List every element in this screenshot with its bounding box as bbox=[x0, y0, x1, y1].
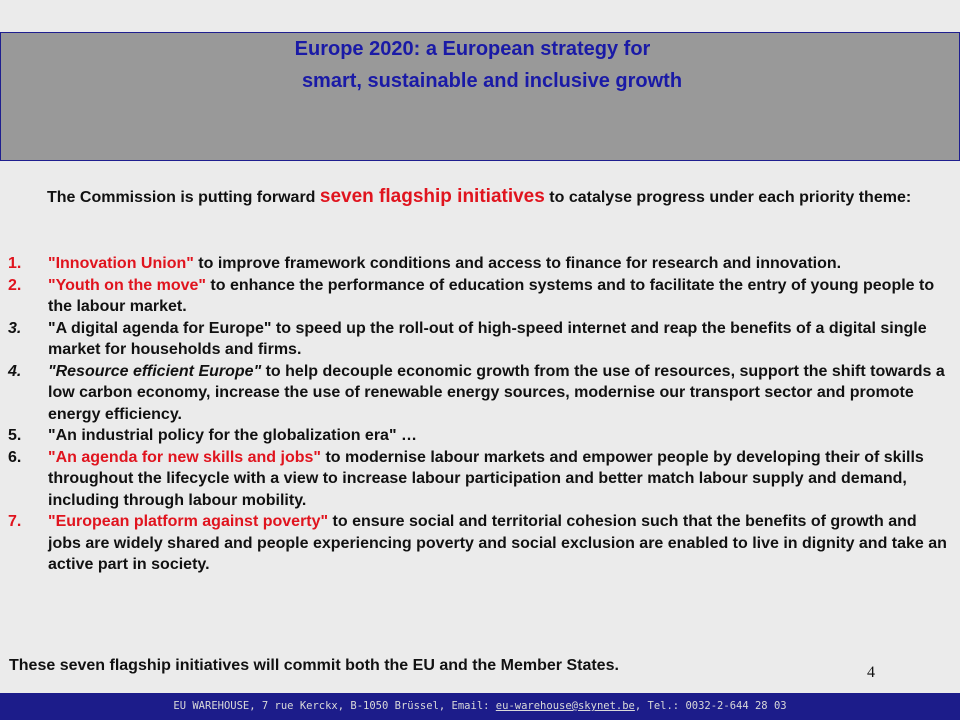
item-name: "An agenda for new skills and jobs" bbox=[48, 448, 321, 466]
closing-statement: These seven flagship initiatives will commit both the EU and the Member States. bbox=[9, 657, 619, 674]
intro-paragraph bbox=[47, 186, 947, 208]
item-number: 1. bbox=[8, 255, 22, 272]
list-item bbox=[8, 361, 953, 426]
item-name: "European platform against poverty" bbox=[48, 513, 329, 530]
item-number: 2. bbox=[8, 276, 22, 294]
list-item bbox=[8, 318, 953, 361]
list-item bbox=[8, 253, 953, 275]
item-number: 7. bbox=[8, 513, 22, 530]
initiatives-list bbox=[8, 253, 953, 576]
intro-after: to catalyse progress under each priority theme: bbox=[544, 189, 912, 206]
footer-address: EU WAREHOUSE, 7 rue Kerckx, B-1050 Brüssel, Email: bbox=[173, 700, 496, 712]
footer-email-link[interactable]: eu-warehouse@skynet.be bbox=[495, 700, 635, 712]
item-number: 6. bbox=[8, 448, 22, 466]
item-name: "A digital agenda for Europe" bbox=[48, 319, 272, 337]
list-item bbox=[8, 511, 953, 576]
title-line-2: smart, sustainable and inclusive growth bbox=[301, 70, 683, 92]
item-text: to modernise labour markets and empower people by developing their of skills throughout the lifecycle with a view to increase labour participation and better match labour supply and demand, including through labour mobility. bbox=[48, 448, 924, 509]
intro-highlight: seven flagship initiatives bbox=[319, 186, 545, 207]
item-text: to speed up the roll-out of high-speed internet and reap the benefits of a digital single market for households and firms. bbox=[48, 319, 927, 358]
page-number: 4 bbox=[867, 664, 875, 681]
slide-title bbox=[0, 33, 960, 97]
item-text: to improve framework conditions and access to finance for research and innovation. bbox=[193, 255, 842, 272]
item-number: 3. bbox=[8, 319, 22, 337]
list-item bbox=[8, 447, 953, 512]
item-text: to enhance the performance of education systems and to facilitate the entry of young people to the labour market. bbox=[48, 276, 935, 315]
footer-bar bbox=[0, 693, 960, 720]
top-strip bbox=[0, 0, 960, 32]
item-name: "Resource efficient Europe" bbox=[48, 362, 262, 380]
list-item bbox=[8, 275, 953, 318]
intro-before: The Commission is putting forward bbox=[47, 189, 320, 206]
item-name: "Innovation Union" bbox=[48, 255, 194, 272]
list-item bbox=[8, 425, 953, 447]
item-text: to ensure social and territorial cohesion such that the benefits of growth and jobs are widely shared and people experiencing poverty and social exclusion are enabled to live in dignity and take an active part in society. bbox=[48, 513, 947, 573]
item-number: 5. bbox=[8, 427, 22, 444]
title-line-1: Europe 2020: a European strategy for bbox=[294, 38, 651, 60]
item-name: "Youth on the move" bbox=[48, 276, 206, 294]
item-text: … bbox=[396, 427, 417, 444]
footer-phone: , Tel.: 0032-2-644 28 03 bbox=[634, 700, 787, 712]
item-number: 4. bbox=[8, 362, 22, 380]
item-name: "An industrial policy for the globalization era" bbox=[48, 427, 397, 444]
item-text: to help decouple economic growth from the use of resources, support the shift towards a low carbon economy, increase the use of renewable energy sources, modernise our transport sector and promote energy efficiency. bbox=[48, 362, 945, 423]
